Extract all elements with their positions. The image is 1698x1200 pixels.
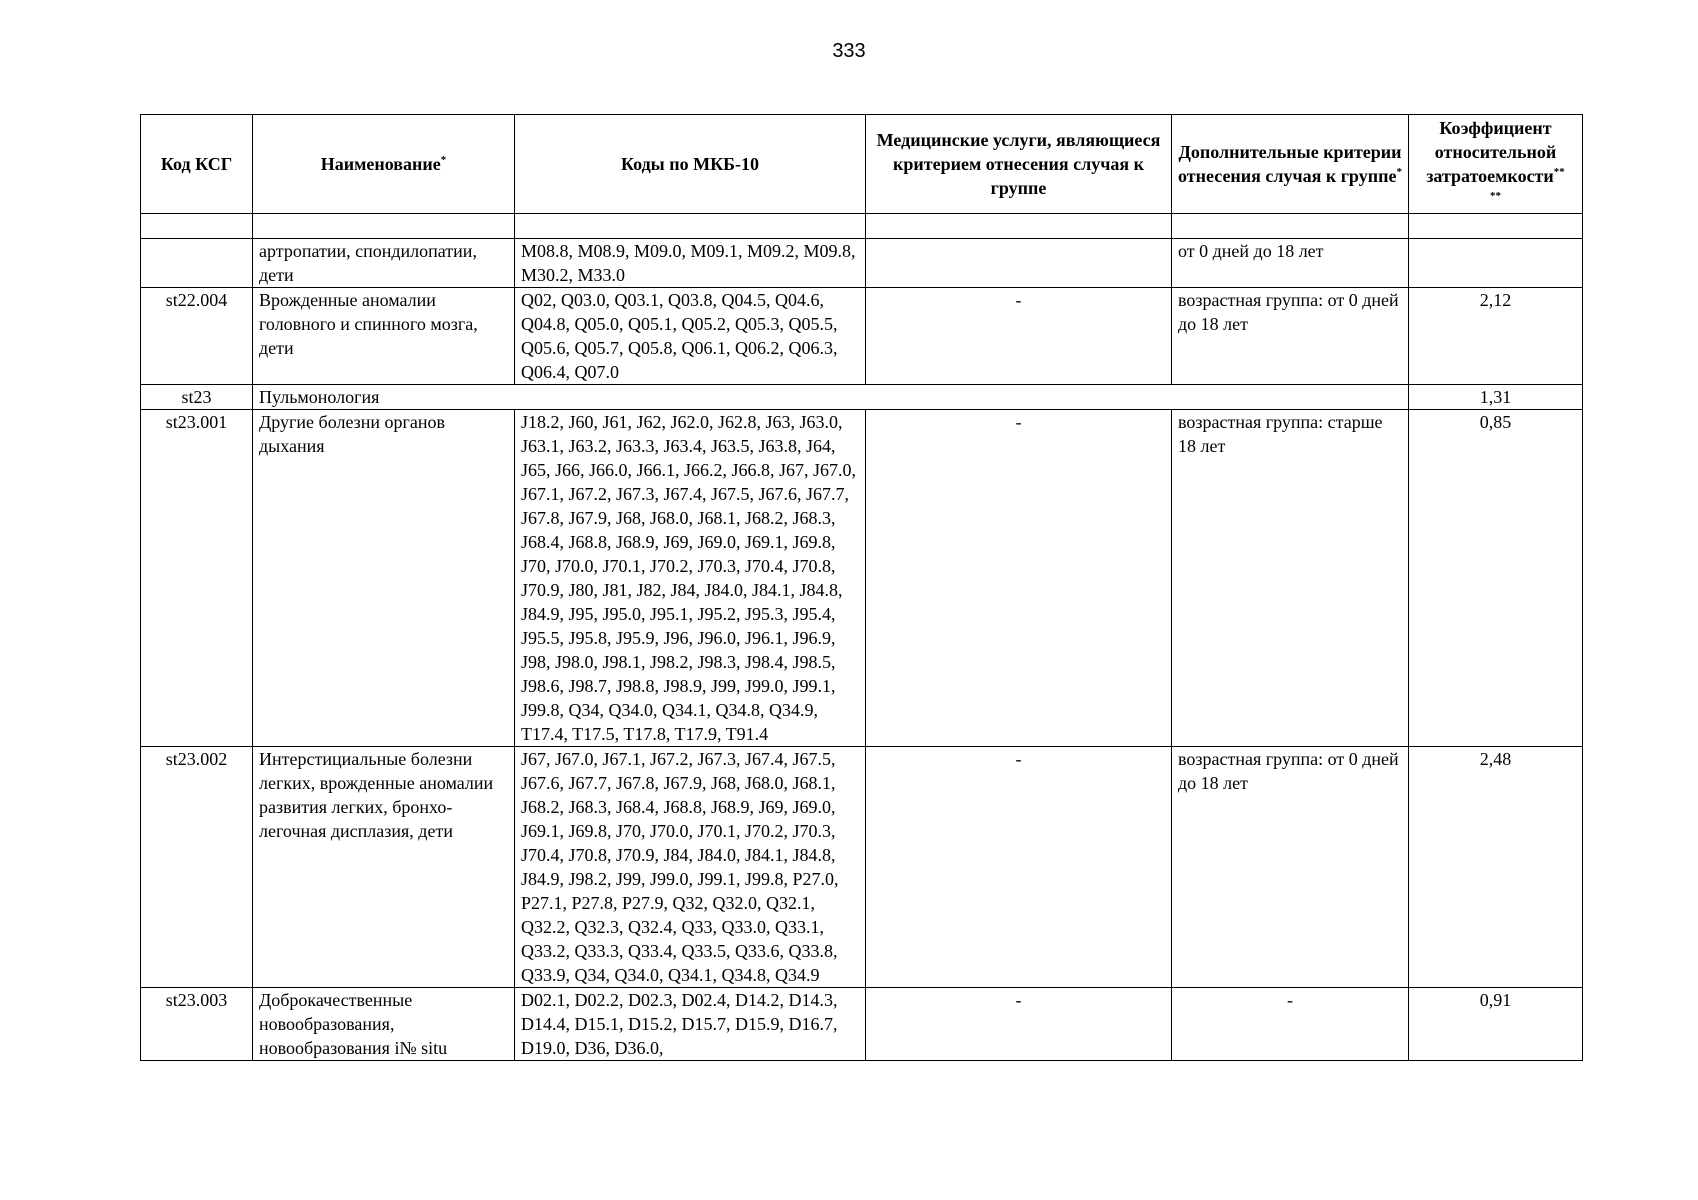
table-row bbox=[141, 239, 1583, 288]
mkb-codes: D02.1, D02.2, D02.3, D02.4, D14.2, D14.3, D14.4, D15.1, D15.2, D15.7, D15.9, D16.7, D19.0, D36, D36.0, bbox=[515, 988, 866, 1061]
mkb-codes: Q02, Q03.0, Q03.1, Q03.8, Q04.5, Q04.6, Q04.8, Q05.0, Q05.1, Q05.2, Q05.3, Q05.5, Q05.6, Q05.7, Q05.8, Q06.1, Q06.2, Q06.3, Q06.4, Q07.0 bbox=[515, 288, 866, 385]
medical-services bbox=[866, 239, 1172, 288]
extra-criteria: возрастная группа: старше 18 лет bbox=[1172, 410, 1409, 747]
coefficient bbox=[1409, 239, 1583, 288]
section-name: Пульмонология bbox=[253, 385, 1409, 410]
ksg-code: st23.001 bbox=[141, 410, 253, 747]
ksg-name: Доброкачественные новообразования, новообразования i№ situ bbox=[253, 988, 515, 1061]
ksg-name: Врожденные аномалии головного и спинного мозга, дети bbox=[253, 288, 515, 385]
footnote-mark: ** bbox=[1490, 190, 1501, 202]
extra-criteria: - bbox=[1172, 988, 1409, 1061]
extra-criteria: возрастная группа: от 0 дней до 18 лет bbox=[1172, 747, 1409, 988]
coefficient: 2,12 bbox=[1409, 288, 1583, 385]
page-number: 333 bbox=[832, 40, 866, 62]
ksg-code: st22.004 bbox=[141, 288, 253, 385]
table-row bbox=[141, 288, 1583, 385]
table-row bbox=[141, 988, 1583, 1061]
ksg-name: артропатии, спондилопатии, дети bbox=[253, 239, 515, 288]
coefficient: 0,91 bbox=[1409, 988, 1583, 1061]
extra-criteria: от 0 дней до 18 лет bbox=[1172, 239, 1409, 288]
header-coef: Коэффициент относительной затратоемкости** ** bbox=[1409, 115, 1583, 214]
medical-services: - bbox=[866, 747, 1172, 988]
header-mkb: Коды по МКБ-10 bbox=[515, 115, 866, 214]
mkb-codes: J18.2, J60, J61, J62, J62.0, J62.8, J63, J63.0, J63.1, J63.2, J63.3, J63.4, J63.5, J63.8, J64, J65, J66, J66.0, J66.1, J66.2, J66.8, J67, J67.0, J67.1, J67.2, J67.3, J67.4, J67.5, J67.6, J67.7, J67.8, J67.9, J68, J68.0, J68.1, J68.2, J68.3, J68.4, J68.8, J68.9, J69, J69.0, J69.1, J69.8, J70, J70.0, J70.1, J70.2, J70.3, J70.4, J70.8, J70.9, J80, J81, J82, J84, J84.0, J84.1, J84.8, J84.9, J95, J95.0, J95.1, J95.2, J95.3, J95.4, J95.5, J95.8, J95.9, J96, J96.0, J96.1, J96.9, J98, J98.0, J98.1, J98.2, J98.3, J98.4, J98.5, J98.6, J98.7, J98.8, J98.9, J99, J99.0, J99.1, J99.8, Q34, Q34.0, Q34.1, Q34.8, Q34.9, T17.4, T17.5, T17.8, T17.9, T91.4 bbox=[515, 410, 866, 747]
table-row bbox=[141, 747, 1583, 988]
ksg-name: Интерстициальные болезни легких, врожденные аномалии развития легких, бронхо-легочная дисплазия, дети bbox=[253, 747, 515, 988]
section-code: st23 bbox=[141, 385, 253, 410]
medical-services: - bbox=[866, 288, 1172, 385]
ksg-code: st23.003 bbox=[141, 988, 253, 1061]
header-criteria: Дополнительные критерии отнесения случая к группе* bbox=[1172, 115, 1409, 214]
mkb-codes: J67, J67.0, J67.1, J67.2, J67.3, J67.4, J67.5, J67.6, J67.7, J67.8, J67.9, J68, J68.0, J68.1, J68.2, J68.3, J68.4, J68.8, J68.9, J69, J69.0, J69.1, J69.8, J70, J70.0, J70.1, J70.2, J70.3, J70.4, J70.8, J70.9, J84, J84.0, J84.1, J84.8, J84.9, J98.2, J99, J99.0, J99.1, J99.8, P27.0, P27.1, P27.8, P27.9, Q32, Q32.0, Q32.1, Q32.2, Q32.3, Q32.4, Q33, Q33.0, Q33.1, Q33.2, Q33.3, Q33.4, Q33.5, Q33.6, Q33.8, Q33.9, Q34, Q34.0, Q34.1, Q34.8, Q34.9 bbox=[515, 747, 866, 988]
table-row bbox=[141, 410, 1583, 747]
empty-row bbox=[141, 214, 1583, 239]
coefficient: 2,48 bbox=[1409, 747, 1583, 988]
coefficient: 0,85 bbox=[1409, 410, 1583, 747]
footnote-mark: ** bbox=[1553, 166, 1565, 178]
header-services: Медицинские услуги, являющиеся критерием отнесения случая к группе bbox=[866, 115, 1172, 214]
ksg-name: Другие болезни органов дыхания bbox=[253, 410, 515, 747]
section-coefficient: 1,31 bbox=[1409, 385, 1583, 410]
extra-criteria: возрастная группа: от 0 дней до 18 лет bbox=[1172, 288, 1409, 385]
table-header-row bbox=[141, 115, 1583, 214]
section-row bbox=[141, 385, 1583, 410]
header-name: Наименование* bbox=[253, 115, 515, 214]
footnote-mark: * bbox=[1396, 166, 1402, 178]
medical-services: - bbox=[866, 410, 1172, 747]
ksg-code bbox=[141, 239, 253, 288]
ksg-code: st23.002 bbox=[141, 747, 253, 988]
footnote-mark: * bbox=[440, 154, 447, 166]
header-code: Код КСГ bbox=[141, 115, 253, 214]
ksg-table bbox=[140, 114, 1583, 1061]
mkb-codes: M08.8, M08.9, M09.0, M09.1, M09.2, M09.8, M30.2, M33.0 bbox=[515, 239, 866, 288]
medical-services: - bbox=[866, 988, 1172, 1061]
